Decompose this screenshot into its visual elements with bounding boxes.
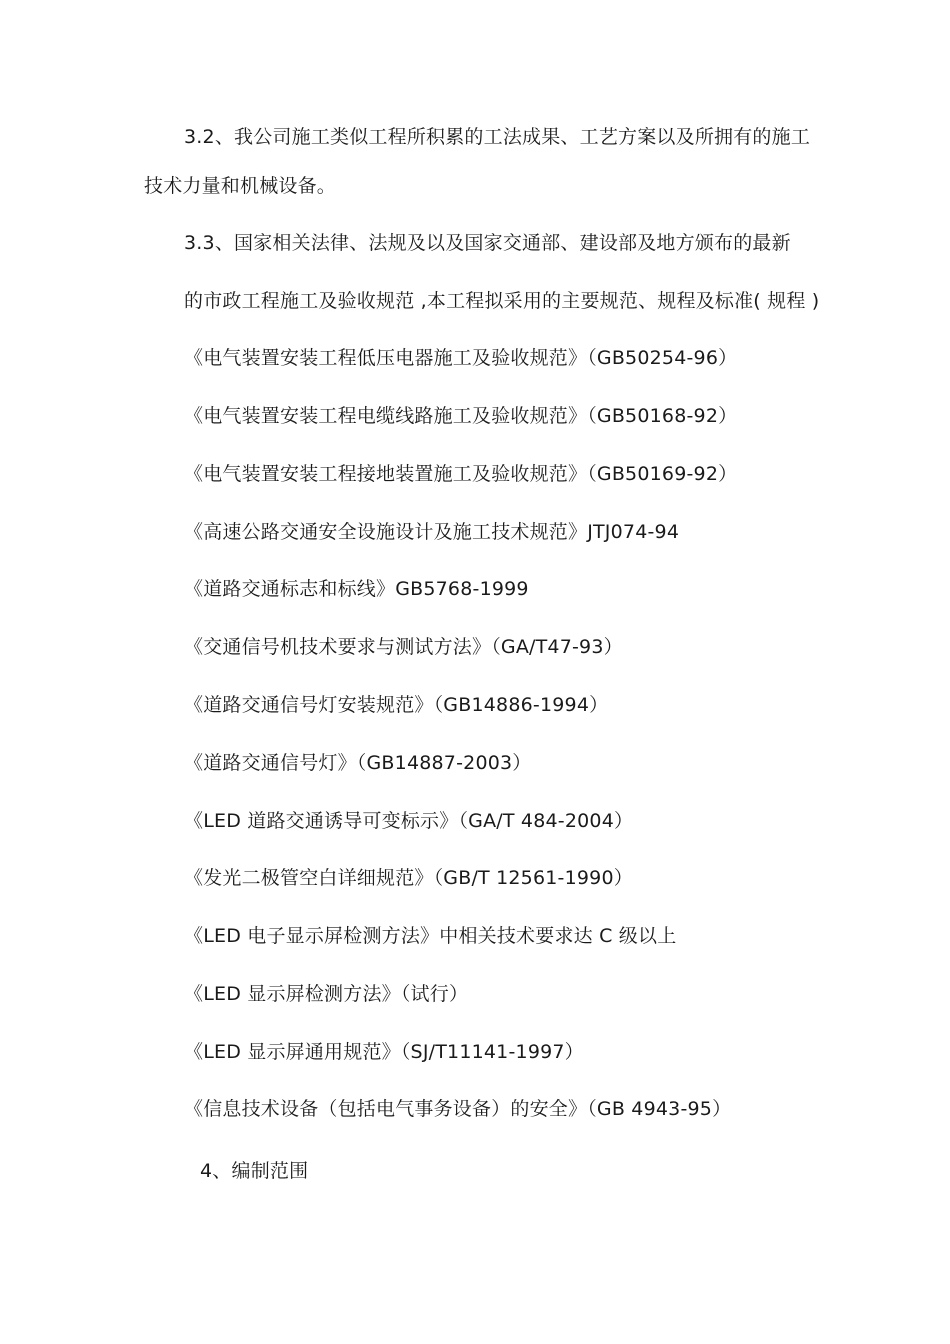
standard-item: 《LED 电子显示屏检测方法》中相关技术要求达 C 级以上 xyxy=(184,925,677,947)
standard-item: 《LED 显示屏通用规范》（SJ/T11141-1997） xyxy=(184,1041,584,1063)
standard-item: 《高速公路交通安全设施设计及施工技术规范》JTJ074-94 xyxy=(184,521,680,543)
standard-item: 《发光二极管空白详细规范》（GB/T 12561-1990） xyxy=(184,867,633,889)
standard-item: 《LED 道路交通诱导可变标示》（GA/T 484-2004） xyxy=(184,810,634,832)
standard-item: 《交通信号机技术要求与测试方法》（GA/T47-93） xyxy=(184,636,623,658)
standard-item: 《道路交通信号灯》（GB14887-2003） xyxy=(184,752,532,774)
standard-item: 《电气装置安装工程接地装置施工及验收规范》（GB50169-92） xyxy=(184,463,738,485)
standard-item: 《电气装置安装工程低压电器施工及验收规范》（GB50254-96） xyxy=(184,347,738,369)
section-4-heading: 4、编制范围 xyxy=(200,1160,309,1182)
section-3-2-line-1: 3.2、我公司施工类似工程所积累的工法成果、工艺方案以及所拥有的施工 xyxy=(184,126,811,148)
standard-item: 《电气装置安装工程电缆线路施工及验收规范》（GB50168-92） xyxy=(184,405,738,427)
standard-item: 《道路交通信号灯安装规范》（GB14886-1994） xyxy=(184,694,609,716)
section-3-2-line-2: 技术力量和机械设备。 xyxy=(144,175,337,197)
section-3-3-line-1: 3.3、国家相关法律、法规及以及国家交通部、建设部及地方颁布的最新 xyxy=(184,232,791,254)
standard-item: 《道路交通标志和标线》GB5768-1999 xyxy=(184,578,529,600)
section-3-3-line-2: 的市政工程施工及验收规范 ,本工程拟采用的主要规范、规程及标准( 规程 ) xyxy=(184,290,820,312)
standard-item: 《LED 显示屏检测方法》（试行） xyxy=(184,983,469,1005)
standard-item: 《信息技术设备（包括电气事务设备）的安全》（GB 4943-95） xyxy=(184,1098,732,1120)
